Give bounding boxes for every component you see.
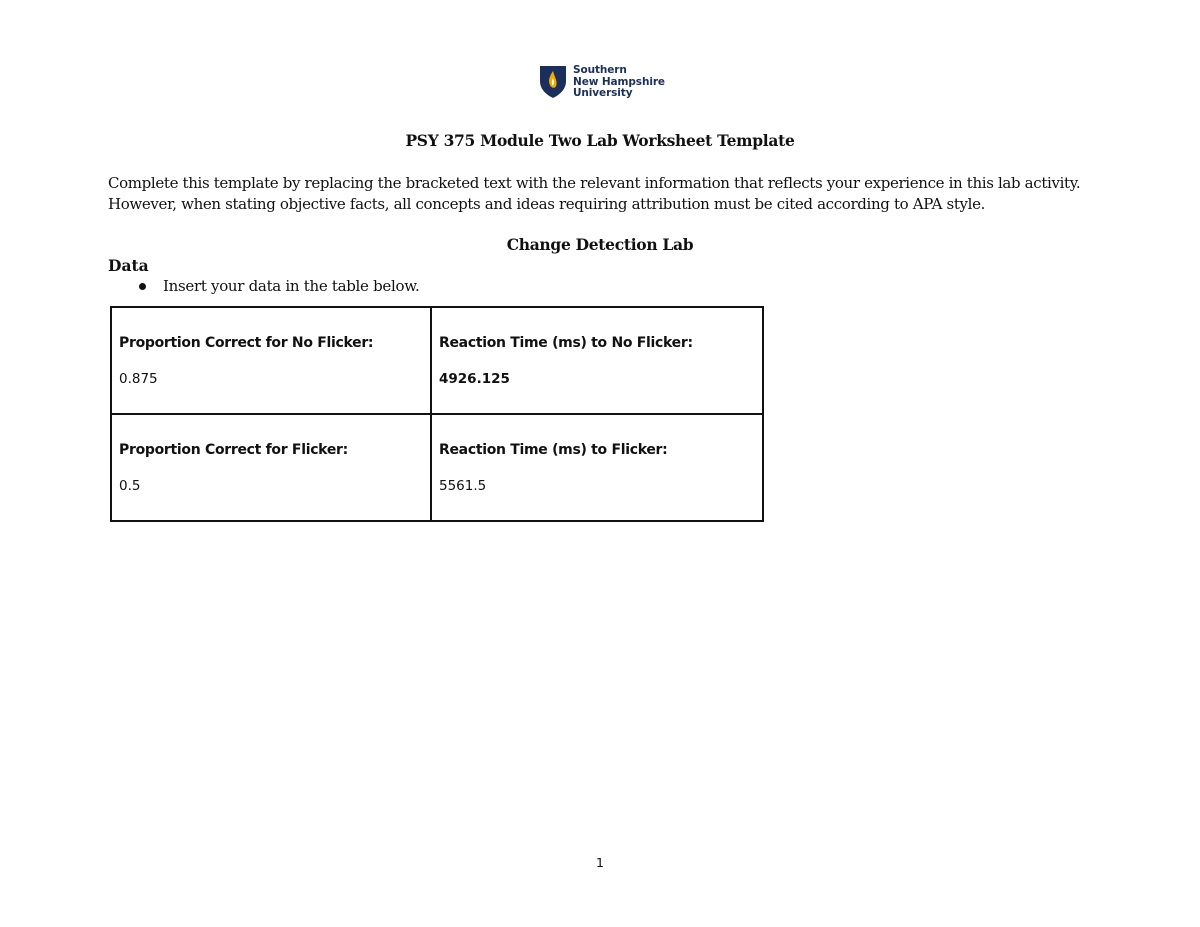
cell-label: Reaction Time (ms) to Flicker: bbox=[439, 442, 668, 458]
intro-line-1: Complete this template by replacing the bracketed text with the relevant information that reflects your experience in this lab activity. bbox=[108, 174, 1081, 192]
table-cell bbox=[111, 307, 431, 414]
cell-label: Reaction Time (ms) to No Flicker: bbox=[439, 335, 693, 351]
data-table bbox=[110, 306, 764, 522]
snhu-logo bbox=[539, 65, 679, 105]
logo-line-2: New Hampshire bbox=[573, 75, 665, 88]
page-title: PSY 375 Module Two Lab Worksheet Template bbox=[405, 131, 795, 150]
logo-wordmark bbox=[573, 65, 665, 100]
shield-flame-icon bbox=[539, 65, 567, 99]
cell-value: 5561.5 bbox=[439, 478, 487, 494]
logo-line-1: Southern bbox=[573, 64, 627, 76]
bullet-text: Insert your data in the table below. bbox=[163, 277, 420, 295]
cell-value: 4926.125 bbox=[439, 371, 510, 387]
table-row bbox=[111, 307, 763, 414]
bullet-icon bbox=[139, 283, 146, 290]
page-number: 1 bbox=[596, 855, 604, 870]
intro-line-2: However, when stating objective facts, all concepts and ideas requiring attribution must be cited according to APA style. bbox=[108, 195, 986, 213]
table-cell bbox=[431, 307, 763, 414]
data-heading: Data bbox=[108, 256, 149, 275]
bullet-item bbox=[139, 277, 419, 295]
table-row bbox=[111, 414, 763, 521]
cell-value: 0.875 bbox=[119, 371, 158, 387]
intro-paragraph bbox=[108, 173, 1098, 215]
table-cell bbox=[431, 414, 763, 521]
table-cell bbox=[111, 414, 431, 521]
cell-label: Proportion Correct for No Flicker: bbox=[119, 335, 374, 351]
logo-line-3: University bbox=[573, 87, 633, 99]
cell-value: 0.5 bbox=[119, 478, 141, 494]
section-title: Change Detection Lab bbox=[506, 235, 694, 254]
cell-label: Proportion Correct for Flicker: bbox=[119, 442, 348, 458]
